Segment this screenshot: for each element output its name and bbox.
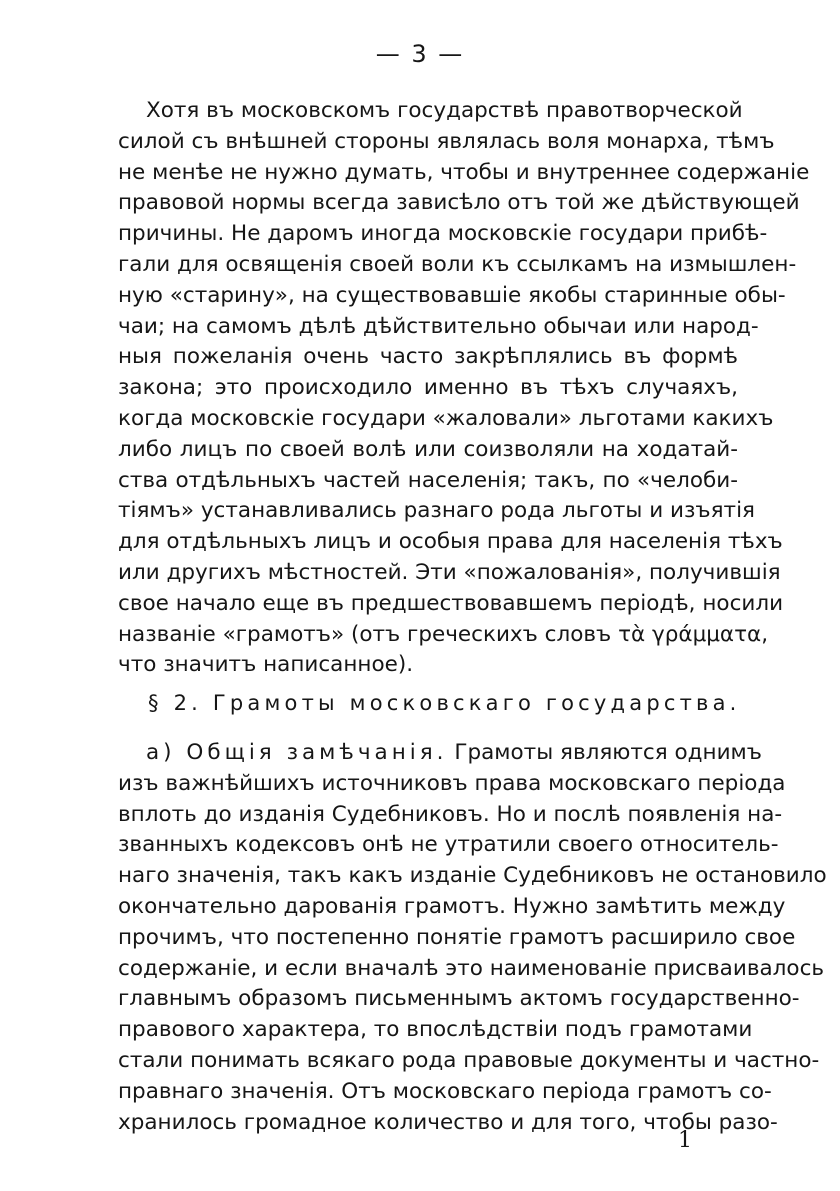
text-line: тіямъ» устанавливались разнаго рода льготы и изъятія xyxy=(118,498,755,524)
text-line: изъ важнѣйшихъ источниковъ права московскаго періода xyxy=(118,770,786,796)
text-line: главнымъ образомъ письменнымъ актомъ государственно- xyxy=(118,986,800,1012)
paragraph-general-remarks xyxy=(118,738,827,1138)
text-line: Хотя въ московскомъ государствѣ правотворческой xyxy=(146,98,743,123)
text-line: что значитъ написанное). xyxy=(118,652,414,678)
text-line: или другихъ мѣстностей. Эти «пожалованія», получившія xyxy=(118,559,781,585)
text-line: правнаго значенія. Отъ московскаго періода грамотъ со- xyxy=(118,1078,772,1104)
text-line: хранилось громадное количество и для того, чтобы разо- xyxy=(118,1109,778,1135)
text-line: не менѣе не нужно думать, чтобы и внутреннее содержаніе xyxy=(118,159,810,185)
text-line: званныхъ кодексовъ онѣ не утратили своего относитель- xyxy=(118,832,779,858)
text-line: правового характера, то впослѣдствіи подъ грамотами xyxy=(118,1017,753,1043)
text-line: ную «старину», на существовавшіе якобы старинные обы- xyxy=(118,282,786,308)
text-line: наго значенія, такъ какъ изданіе Судебниковъ не остановило xyxy=(118,863,827,889)
text-line-rest: Грамоты являются однимъ xyxy=(447,740,762,765)
text-line-lead xyxy=(118,738,762,769)
text-line: вплоть до изданія Судебниковъ. Но и послѣ появленія на- xyxy=(118,801,783,827)
text-line: чаи; на самомъ дѣлѣ дѣйствительно обычаи или народ- xyxy=(118,313,759,339)
text-line: для отдѣльныхъ лицъ и особыя права для населенія тѣхъ xyxy=(118,529,783,555)
text-line: содержаніе, и если вначалѣ это наименованіе присваивалось xyxy=(118,955,825,981)
paragraph-intro xyxy=(118,96,810,681)
text-line: гали для освященія своей воли къ ссылкамъ на измышлен- xyxy=(118,251,797,277)
text-line: либо лицъ по своей волѣ или соизволяли на ходатай- xyxy=(118,436,738,462)
section-heading: § 2. Грамоты московскаго государства. xyxy=(148,691,741,715)
signature-mark: 1 xyxy=(678,1128,692,1153)
text-line: названіе «грамотъ» (отъ греческихъ словъ τὰ γράμματα, xyxy=(118,621,769,647)
subsection-label: а) Общія замѣчанія. xyxy=(146,740,448,765)
text-line: причины. Не даромъ иногда московскіе государи прибѣ- xyxy=(118,221,768,247)
page-number: — 3 — xyxy=(375,40,465,68)
text-line: ства отдѣльныхъ частей населенія; такъ, по «челоби- xyxy=(118,467,738,493)
text-line: ныя пожеланія очень часто закрѣплялись въ формѣ xyxy=(118,344,738,370)
text-line: прочимъ, что постепенно понятіе грамотъ расширило свое xyxy=(118,924,796,950)
text-line: правовой нормы всегда зависѣло отъ той же дѣйствующей xyxy=(118,190,800,216)
text-line: закона; это происходило именно въ тѣхъ случаяхъ, xyxy=(118,375,738,401)
text-line: силой съ внѣшней стороны являлась воля монарха, тѣмъ xyxy=(118,128,775,154)
text-line: стали понимать всякаго рода правовые документы и частно- xyxy=(118,1047,820,1073)
text-line: окончательно дарованія грамотъ. Нужно замѣтить между xyxy=(118,893,786,919)
text-line: когда московскіе государи «жаловали» льготами какихъ xyxy=(118,405,774,431)
text-line: свое начало еще въ предшествовавшемъ періодѣ, носили xyxy=(118,590,784,616)
